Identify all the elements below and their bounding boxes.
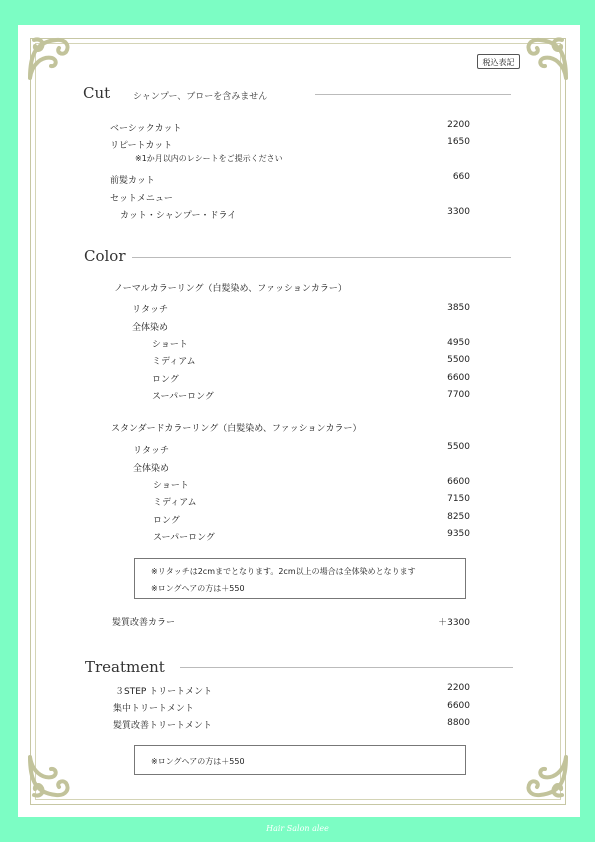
menu-item-name: ロング (153, 516, 180, 526)
menu-item-name: ベーシックカット (110, 124, 182, 134)
menu-item-name: ショート (153, 481, 189, 491)
menu-item-price: 4950 (447, 338, 470, 348)
ornament-corner-icon (26, 753, 74, 801)
menu-item-name: 全体染め (132, 323, 169, 333)
menu-item-name: 全体染め (133, 464, 170, 474)
cut-note: シャンプー、ブローを含みません (133, 92, 268, 102)
menu-item-price: 8800 (447, 718, 470, 728)
tax-included-badge: 税込表記 (477, 54, 520, 69)
ornament-corner-icon (26, 34, 74, 82)
menu-item-price: 8250 (447, 512, 470, 522)
menu-item-price: 7700 (447, 390, 470, 400)
menu-item-name: リタッチ (132, 305, 169, 315)
menu-item-price: 2200 (447, 120, 470, 130)
salon-signature: Hair Salon alee (266, 824, 329, 833)
menu-item-name: ショート (152, 340, 188, 350)
section-title-cut: Cut (83, 84, 111, 102)
menu-item-name: スーパーロング (153, 533, 215, 543)
menu-item-price: 2200 (447, 683, 470, 693)
menu-item-name: スーパーロング (152, 392, 214, 402)
menu-item-name: リピートカット (110, 141, 173, 151)
menu-item-name: ３STEP トリートメント (115, 687, 213, 697)
menu-item-price: 3850 (447, 303, 470, 313)
section-title-color: Color (84, 247, 126, 265)
menu-item-name: ミディアム (152, 357, 196, 367)
menu-item-name: カット・シャンプー・ドライ (120, 211, 237, 221)
menu-item-name: リタッチ (133, 446, 170, 456)
treatment-notes-box (134, 745, 466, 775)
menu-item-price: 5500 (447, 442, 470, 452)
menu-item-name: 髪質改善トリートメント (113, 721, 212, 731)
menu-item-name: セットメニュー (110, 194, 173, 204)
menu-item-name: 髪質改善カラー (112, 618, 176, 628)
menu-item-price: 6600 (447, 477, 470, 487)
menu-item-price: 9350 (447, 529, 470, 539)
subsection-heading: スタンダードカラーリング（白髪染め、ファッションカラー） (111, 424, 362, 434)
menu-item-name: ロング (152, 375, 179, 385)
menu-item-price: 6600 (447, 701, 470, 711)
ornament-corner-icon (522, 753, 570, 801)
section-divider (180, 667, 513, 668)
menu-item-price: 5500 (447, 355, 470, 365)
menu-item-price: ＋3300 (438, 618, 470, 628)
ornament-corner-icon (522, 34, 570, 82)
section-divider (132, 257, 511, 258)
menu-item-price: 1650 (447, 137, 470, 147)
menu-item-price: 3300 (447, 207, 470, 217)
menu-item-price: 6600 (447, 373, 470, 383)
note-line: ※ロングヘアの方は＋550 (151, 757, 245, 766)
section-title-treatment: Treatment (85, 658, 165, 676)
menu-item-name: 前髪カット (110, 176, 155, 186)
menu-item-price: 660 (452, 172, 470, 182)
subsection-heading: ノーマルカラーリング（白髪染め、ファッションカラー） (114, 284, 347, 294)
menu-item-price: 7150 (447, 494, 470, 504)
note-line: ※ロングヘアの方は＋550 (151, 584, 245, 593)
color-notes-box (134, 558, 466, 599)
menu-item-name: ミディアム (153, 498, 197, 508)
section-divider (315, 94, 511, 95)
note-line: ※リタッチは2cmまでとなります。2cm以上の場合は全体染めとなります (151, 567, 416, 576)
menu-item-name: 集中トリートメント (113, 704, 194, 714)
menu-item-note: ※1か月以内のレシートをご提示ください (135, 154, 283, 163)
